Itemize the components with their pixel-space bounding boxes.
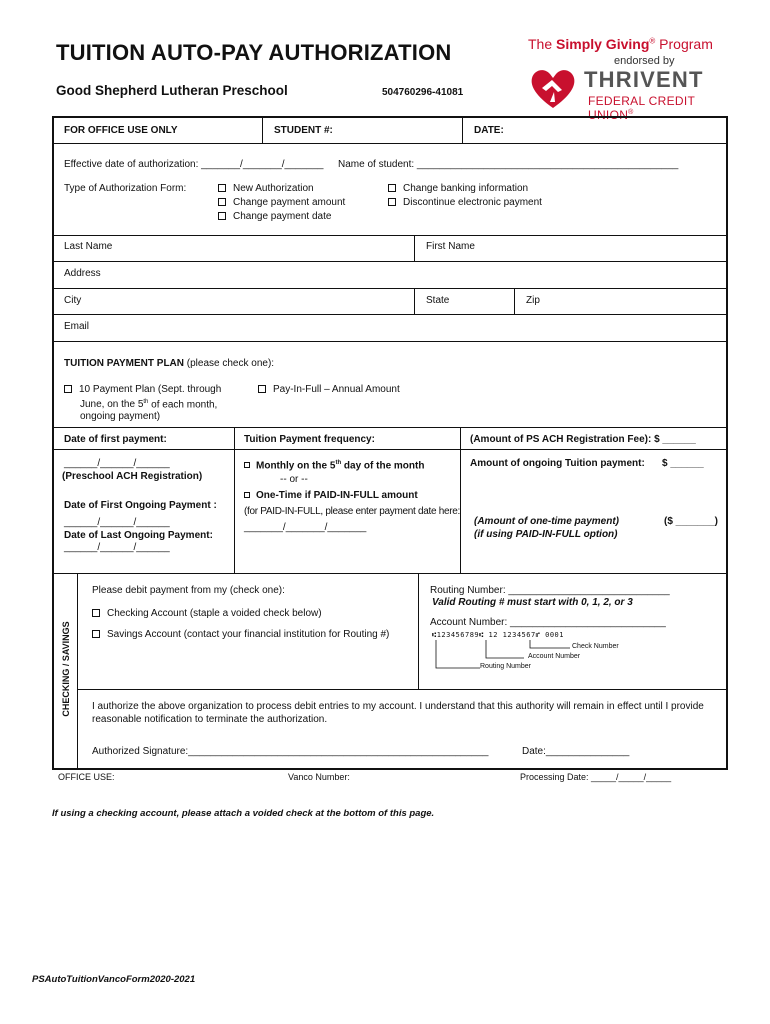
checkbox-icon[interactable] xyxy=(258,385,266,393)
routing-number-caption: Routing Number xyxy=(480,663,531,670)
checkbox-icon[interactable] xyxy=(218,212,226,220)
school-name: Good Shepherd Lutheran Preschool xyxy=(56,83,288,98)
one-time-option-note: (if using PAID-IN-FULL option) xyxy=(474,529,618,540)
first-ongoing-label: Date of First Ongoing Payment : xyxy=(64,500,217,511)
routing-number-field[interactable]: Routing Number: _____________________________ xyxy=(430,585,670,596)
last-name-field[interactable]: Last Name xyxy=(64,241,113,252)
authorization-section xyxy=(54,144,726,236)
preschool-ach-note: (Preschool ACH Registration) xyxy=(62,471,203,482)
ongoing-amount-label: Amount of ongoing Tuition payment: xyxy=(470,458,645,469)
last-ongoing-date-field[interactable]: ______/______/______ xyxy=(64,542,170,553)
option-one-time[interactable]: One-Time if PAID-IN-FULL amount xyxy=(244,490,418,501)
option-change-payment-amount[interactable]: Change payment amount xyxy=(218,197,345,208)
form-identifier: PSAutoTuitionVancoForm2020-2021 xyxy=(32,974,196,985)
account-number-field[interactable]: Account Number: ____________________________ xyxy=(430,617,666,628)
name-row xyxy=(54,236,726,262)
office-use-footer: OFFICE USE: xyxy=(58,772,115,782)
signature-field[interactable]: Authorized Signature:______________________________________________________ xyxy=(92,746,489,757)
account-id: 504760296-41081 xyxy=(382,87,464,98)
effective-date-field[interactable]: Effective date of authorization: _______/_______/_______ xyxy=(64,159,324,170)
debit-label: Please debit payment from my (check one): xyxy=(92,585,285,596)
vanco-number-label: Vanco Number: xyxy=(288,772,350,782)
first-payment-date-field[interactable]: ______/______/______ xyxy=(64,458,170,469)
email-row xyxy=(54,315,726,342)
logo-line1: The Simply Giving® Program xyxy=(528,36,713,52)
student-name-field[interactable]: Name of student: _______________________________________________ xyxy=(338,159,679,170)
form-frame xyxy=(52,116,728,770)
ongoing-amount-field[interactable]: $ ______ xyxy=(662,458,704,469)
one-time-date-field[interactable]: _______/_______/_______ xyxy=(244,522,367,533)
tuition-plan-section xyxy=(54,342,726,428)
attach-check-note: If using a checking account, please attach a voided check at the bottom of this page. xyxy=(52,808,435,819)
option-change-banking[interactable]: Change banking information xyxy=(388,183,528,194)
checkbox-icon[interactable] xyxy=(92,630,100,638)
authorization-statement: I authorize the above organization to process debit entries to my account. I understand that this authority will remain in effect until I provide reasonable notification to terminate the authorization. xyxy=(92,701,704,725)
signature-date-field[interactable]: Date:_______________ xyxy=(522,746,630,757)
logo-line4: FEDERAL CREDIT UNION® xyxy=(588,94,695,122)
checkbox-icon[interactable] xyxy=(388,184,396,192)
thrivent-logo xyxy=(528,36,728,122)
student-number-label: STUDENT #: xyxy=(274,125,333,136)
ach-fee-field[interactable]: (Amount of PS ACH Registration Fee): $ ______ xyxy=(470,434,696,445)
first-payment-label: Date of first payment: xyxy=(64,434,167,445)
thrivent-heart-icon xyxy=(528,66,578,110)
payment-section xyxy=(54,428,726,574)
logo-line3: THRIVENT xyxy=(584,67,704,92)
authorization-type-label: Type of Authorization Form: xyxy=(64,183,187,194)
office-use-label: FOR OFFICE USE ONLY xyxy=(64,125,178,136)
plan-heading: TUITION PAYMENT PLAN (please check one): xyxy=(64,358,275,369)
state-field[interactable]: State xyxy=(426,295,450,306)
checkbox-icon[interactable] xyxy=(92,609,100,617)
zip-field[interactable]: Zip xyxy=(526,295,540,306)
address-row xyxy=(54,262,726,289)
checkbox-icon[interactable] xyxy=(64,385,72,393)
last-ongoing-label: Date of Last Ongoing Payment: xyxy=(64,530,213,541)
one-time-note: (for PAID-IN-FULL, please enter payment date here: xyxy=(244,506,461,517)
office-row xyxy=(54,118,726,144)
option-checking[interactable]: Checking Account (staple a voided check below) xyxy=(92,608,322,619)
option-monthly[interactable]: Monthly on the 5th day of the month xyxy=(244,460,424,471)
processing-date-field[interactable]: Processing Date: _____/_____/_____ xyxy=(520,772,672,782)
checkbox-icon[interactable] xyxy=(244,462,250,468)
first-ongoing-date-field[interactable]: ______/______/______ xyxy=(64,517,170,528)
micr-sample: ⑆123456789⑆ 12 1234567⑈ 0001 xyxy=(432,631,564,639)
checking-savings-label: CHECKING / SAVINGS xyxy=(61,621,71,717)
city-row xyxy=(54,289,726,315)
option-10-payment-plan[interactable]: 10 Payment Plan (Sept. through June, on the 5th of each month, ongoing payment) xyxy=(64,384,221,423)
form-title: TUITION AUTO-PAY AUTHORIZATION xyxy=(56,40,452,65)
option-discontinue[interactable]: Discontinue electronic payment xyxy=(388,197,542,208)
routing-note: Valid Routing # must start with 0, 1, 2, or 3 xyxy=(432,597,633,608)
checkbox-icon[interactable] xyxy=(244,492,250,498)
logo-line2: endorsed by xyxy=(614,55,675,67)
checkbox-icon[interactable] xyxy=(218,198,226,206)
check-number-caption: Check Number xyxy=(572,643,619,650)
option-savings[interactable]: Savings Account (contact your financial institution for Routing #) xyxy=(92,629,389,640)
checkbox-icon[interactable] xyxy=(388,198,396,206)
one-time-amount-field[interactable]: ($ _______) xyxy=(664,516,718,527)
option-change-payment-date[interactable]: Change payment date xyxy=(218,211,331,222)
frequency-label: Tuition Payment frequency: xyxy=(244,434,375,445)
banking-section xyxy=(54,574,726,768)
option-pay-in-full[interactable]: Pay-In-Full – Annual Amount xyxy=(258,384,400,395)
first-name-field[interactable]: First Name xyxy=(426,241,475,252)
one-time-amount-label: (Amount of one-time payment) xyxy=(474,516,619,527)
option-new-authorization[interactable]: New Authorization xyxy=(218,183,314,194)
address-field[interactable]: Address xyxy=(64,268,101,279)
date-label: DATE: xyxy=(474,125,504,136)
email-field[interactable]: Email xyxy=(64,321,90,332)
city-field[interactable]: City xyxy=(64,295,82,306)
account-number-caption: Account Number xyxy=(528,653,581,660)
or-separator: -- or -- xyxy=(280,474,308,485)
checkbox-icon[interactable] xyxy=(218,184,226,192)
